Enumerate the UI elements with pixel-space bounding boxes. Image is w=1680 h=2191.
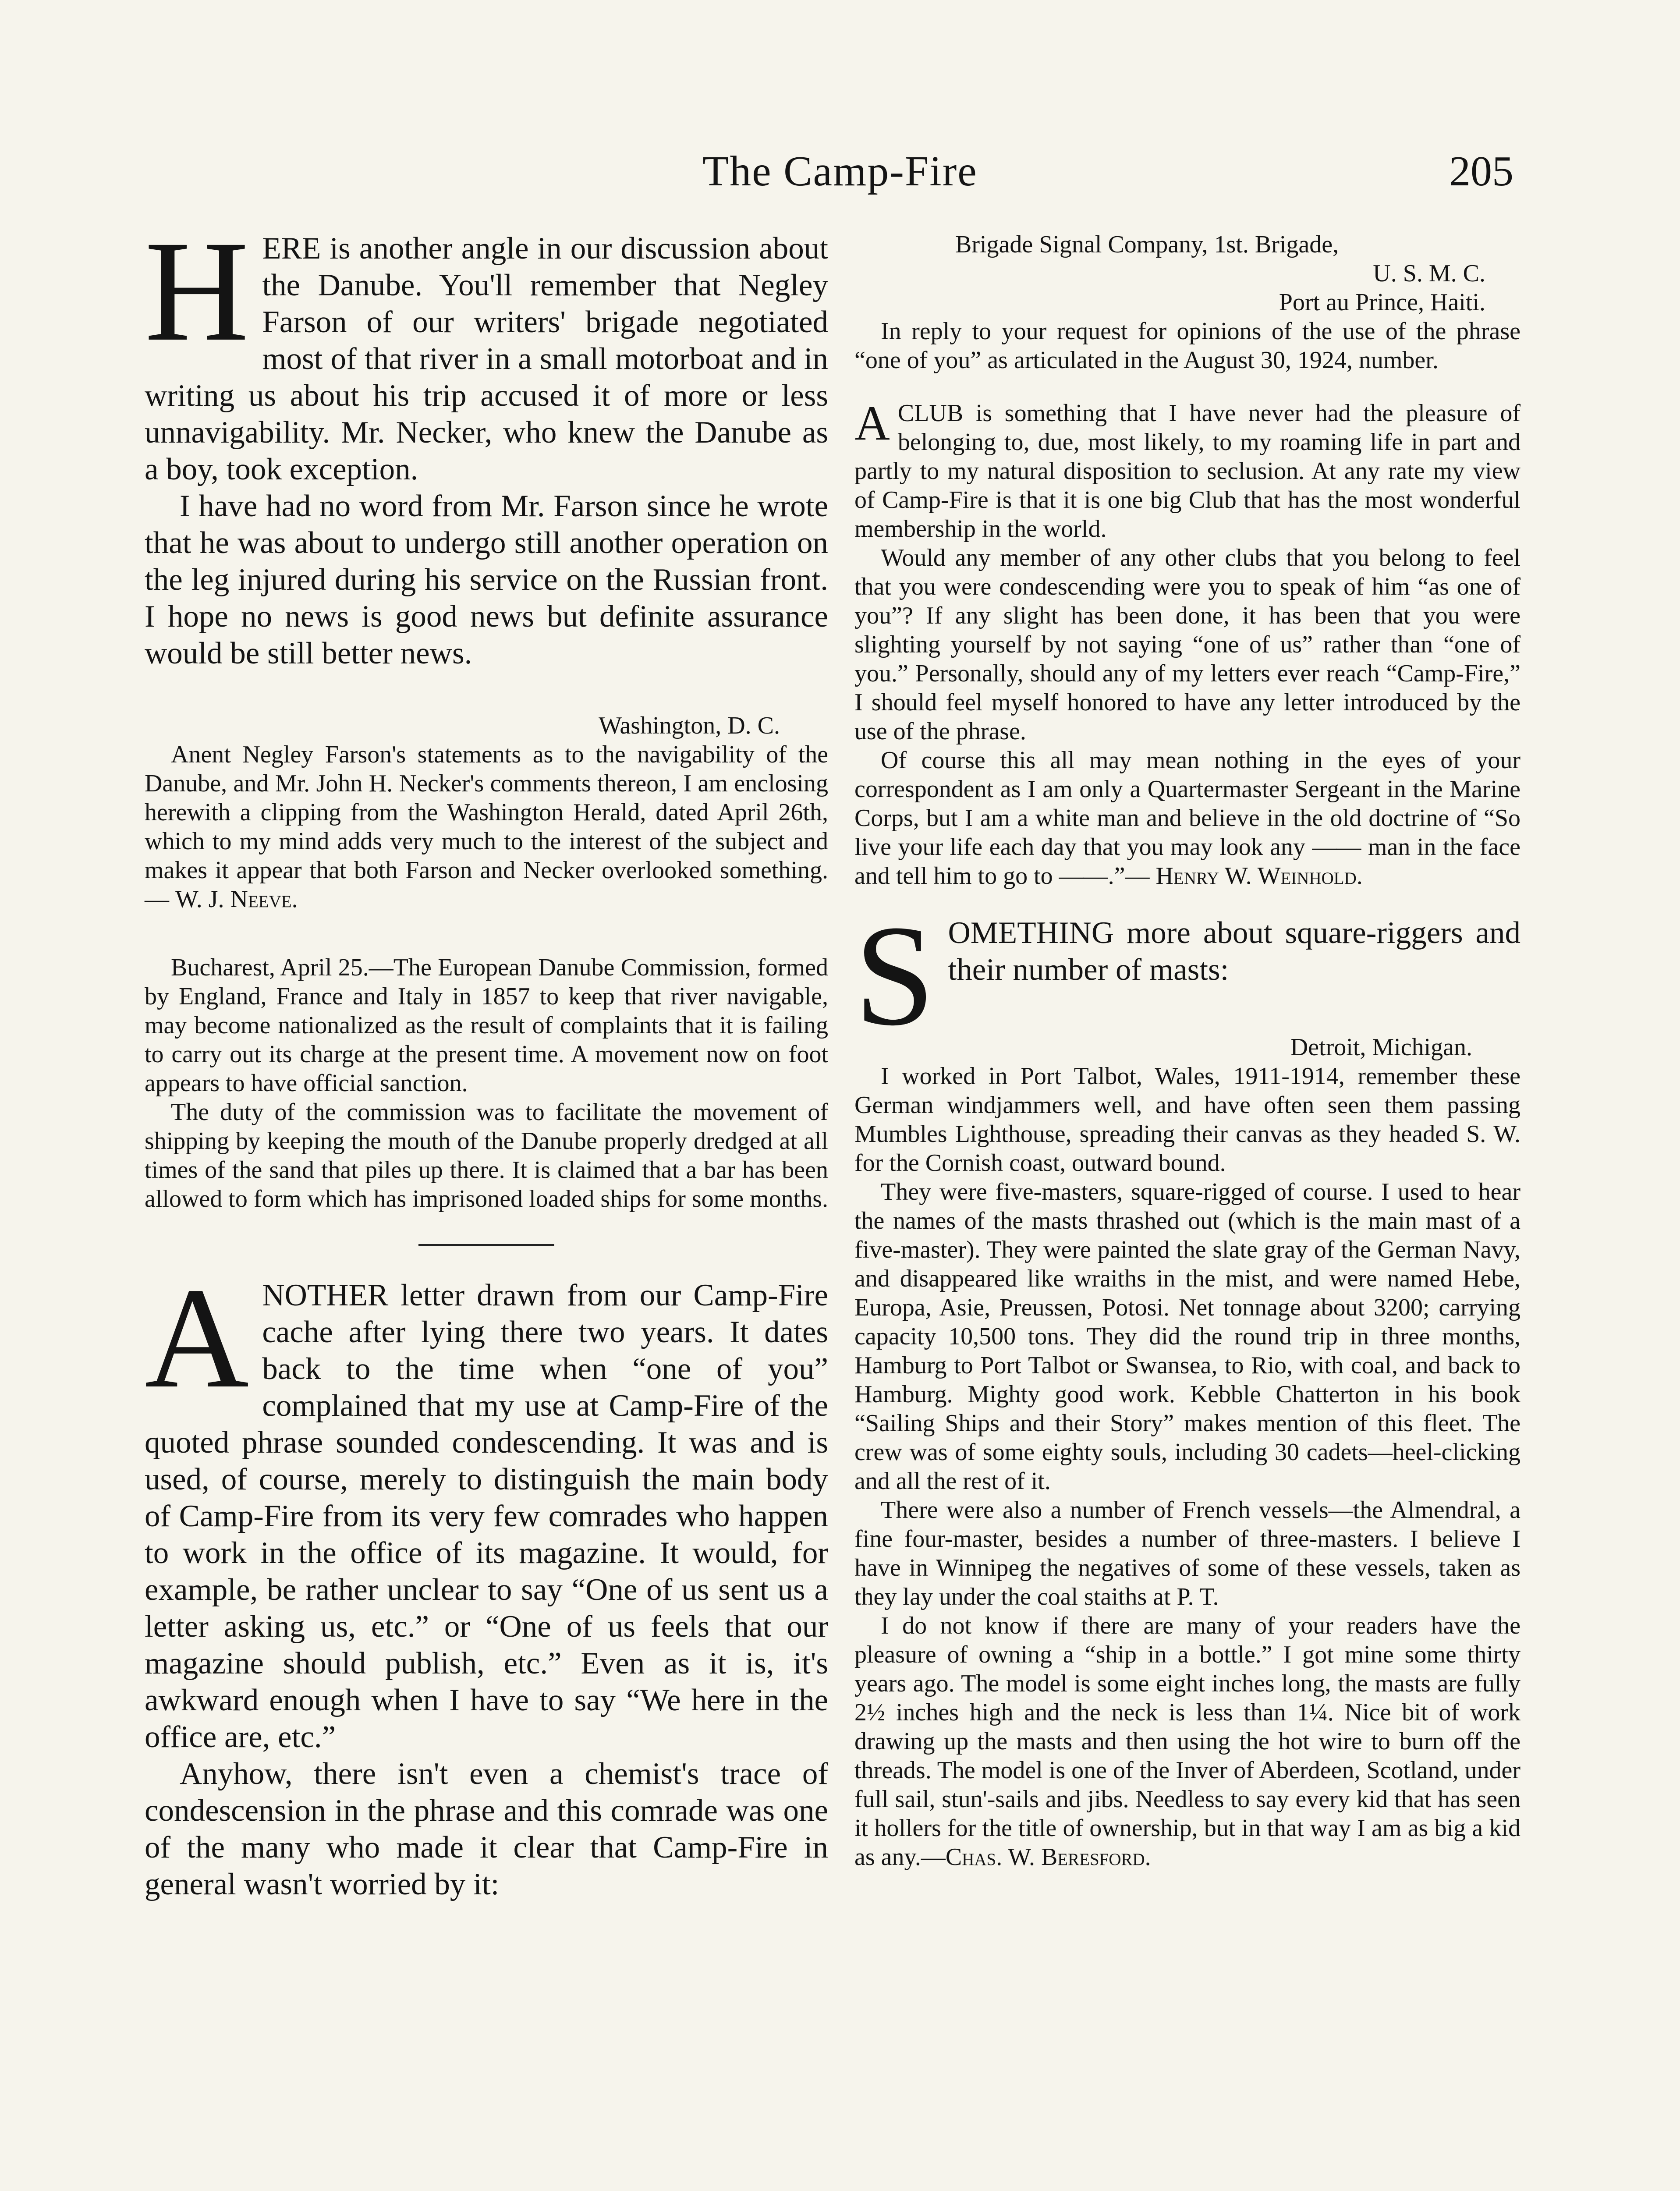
letter-address-line-1: Brigade Signal Company, 1st. Brigade, <box>955 231 1339 258</box>
detroit-paragraph-1: I worked in Port Talbot, Wales, 1911-1914, remember these German windjammers well, and have often seen them passing Mumbles Lighthouse, spreading their canvas as they headed S. W. for the Cornish coast, outward bound. <box>854 1063 1521 1177</box>
letter-intro: In reply to your request for opinions of the use of the phrase “one of you” as articulated in the August 30, 1924, number. <box>854 318 1521 374</box>
letter-address-line-3: Port au Prince, Haiti. <box>1279 289 1485 316</box>
neeve-letter-text: Anent Negley Farson's statements as to the navigability of the Danube, and Mr. John H. Necker's comments thereon, I am enclosing herewith a clipping from the Washington Herald, dated April 26th, which to my mind adds very much to the interest of the subject and makes it appear that both Farson and Necker overlooked something.— <box>145 741 828 913</box>
club-text: CLUB is something that I have never had the pleasure of belonging to, due, most likely, to my roaming life in part and partly to my natural disposition to seclusion. At any rate my view of Camp-Fire is that it is one big Club that has the most wonderful membership in the world. <box>854 400 1521 542</box>
weinhold-signature: Henry W. Weinhold. <box>1155 862 1363 890</box>
letter-place-detroit: Detroit, Michigan. <box>1290 1034 1472 1061</box>
neeve-letter <box>145 740 828 914</box>
another-letter-text: NOTHER letter drawn from our Camp-Fire cache after lying there two years. It dates back to the time when “one of you” complained that my use at Camp-Fire of the quoted phrase sounded condescending. It was and is used, of course, merely to distinguish the main body of Camp-Fire from its very few comrades who happen to work in the office of its magazine. It would, for example, be rather unclear to say “One of us sent us a letter asking us, etc.” or “One of us feels that our magazine should publish, etc.” Even as it is, it's awkward enough when I have to say “We here in the office are, etc.” <box>145 1278 828 1754</box>
detroit-paragraph-2: They were five-masters, square-rigged of course. I used to hear the names of the masts thrashed out (which is the main mast of a five-master). They were painted the slate gray of the German Navy, and disappeared like wraiths in the mist, and were named Hebe, Europa, Asie, Preussen, Potosi. Net tonnage about 3200; carrying capacity 10,500 tons. They did the round trip in three months, Hamburg to Port Talbot or Swansea, to Rio, with coal, and back to Hamburg. Mighty good work. Kebble Chatterton in his book “Sailing Ships and their Story” makes mention of this fleet. The crew was of some eighty souls, including 30 cadets—heel-clicking and all the rest of it. <box>854 1178 1521 1495</box>
something-text: OMETHING more about square-riggers and their number of masts: <box>948 916 1521 987</box>
right-column <box>854 230 1521 1872</box>
clipping-paragraph-2: The duty of the commission was to facilitate the movement of shipping by keeping the mouth of the Danube properly dredged at all times of the sand that piles up there. It is claimed that a bar has been allowed to form which has imprisoned loaded ships for some months. <box>145 1099 828 1212</box>
club-paragraph-2: Would any member of any other clubs that you belong to feel that you were condescending were you to speak of him “as one of you”? If any slight has been done, it has been that you were slighting yourself by not saying “one of us” rather than “one of you.” Personally, should any of my letters ever reach “Camp-Fire,” I should feel myself honored to have any letter introduced by the use of the phrase. <box>854 544 1521 745</box>
neeve-signature: W. J. Neeve. <box>175 886 298 913</box>
drop-cap-h: H <box>145 211 249 371</box>
intro-paragraph <box>145 211 828 488</box>
farson-paragraph: I have had no word from Mr. Farson since he wrote that he was about to undergo still another operation on the leg injured during his service on the Russian front. I hope no news is good news but definite assurance would be still better news. <box>145 489 828 670</box>
detroit-paragraph-4 <box>854 1611 1521 1872</box>
clipping-paragraph-1: Bucharest, April 25.—The European Danube Commission, formed by England, France and Italy in 1857 to keep that river navigable, may become nationalized as the result of complaints that it is failing to carry out its charge at the present time. A movement now on foot appears to have official sanction. <box>145 954 828 1097</box>
club-paragraph-3-text: Of course this all may mean nothing in the eyes of your correspondent as I am only a Quartermaster Sergeant in the Marine Corps, but I am a white man and believe in the old doctrine of “So live your life each day that you may look any —— man in the face and tell him to go to ——.”— <box>854 747 1521 890</box>
drop-cap-a-club: A <box>854 396 890 450</box>
club-paragraph-1 <box>854 396 1521 543</box>
another-letter-paragraph <box>145 1258 828 1755</box>
beresford-signature: Chas. W. Beresford. <box>945 1844 1151 1871</box>
intro-text: ERE is another angle in our discussion about the Danube. You'll remember that Negley Farson of our writers' brigade negotiated most of that river in a small motorboat and in writing us about his trip accused it of more or less unnavigability. Mr. Necker, who knew the Danube as a boy, took exception. <box>145 231 828 486</box>
letter-address-line-2: U. S. M. C. <box>1373 260 1485 287</box>
anyhow-paragraph: Anyhow, there isn't even a chemist's trace of condescension in the phrase and this comrade was one of the many who made it clear that Camp-Fire in general wasn't worried by it: <box>145 1757 828 1901</box>
page-number: 205 <box>1449 148 1513 195</box>
running-header-title: The Camp-Fire <box>702 148 978 195</box>
letter-place-washington: Washington, D. C. <box>599 712 780 739</box>
drop-cap-s: S <box>854 896 935 1056</box>
left-column <box>145 211 828 1903</box>
detroit-paragraph-3: There were also a number of French vessels—the Almendral, a fine four-master, besides a number of three-masters. I believe I have in Winnipeg the negatives of some of these vessels, taken as they lay under the coal staiths at P. T. <box>854 1496 1521 1610</box>
drop-cap-a: A <box>145 1258 249 1418</box>
section-divider <box>418 1244 554 1246</box>
detroit-paragraph-4-text: I do not know if there are many of your readers have the pleasure of owning a “ship in a bottle.” I got mine some thirty years ago. The model is some eight inches long, the masts are fully 2½ inches high and the neck is less than 1¼. Nice bit of work drawing up the masts and then using the hot wire to burn off the threads. The model is one of the Inver of Aberdeen, Scotland, under full sail, stun'-sails and jibs. Needless to say every kid that has seen it hollers for the title of ownership, but in that way I am as big a kid as any.— <box>854 1612 1521 1871</box>
club-paragraph-3 <box>854 746 1521 890</box>
